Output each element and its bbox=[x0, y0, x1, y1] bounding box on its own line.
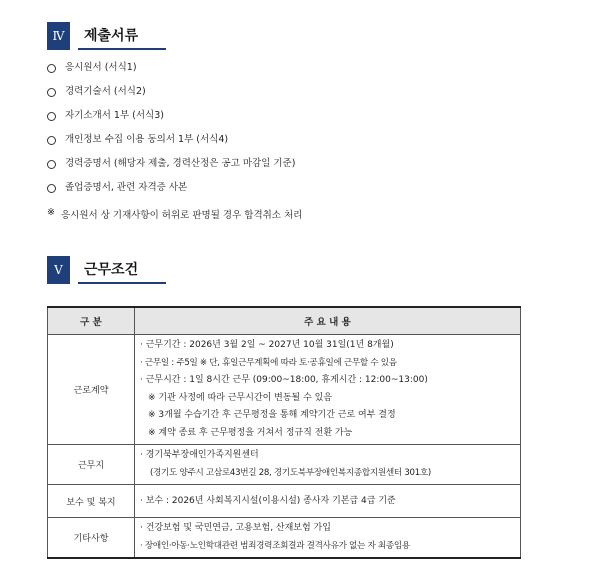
column-header-category: 구 분 bbox=[48, 307, 135, 335]
document-list bbox=[47, 61, 295, 205]
list-item: 경력증명서 (해당자 제출, 경력산정은 공고 마감일 기준) bbox=[47, 157, 295, 181]
row-category: 근로계약 bbox=[48, 335, 135, 445]
section-number-badge: Ⅴ bbox=[47, 256, 70, 284]
working-conditions-table bbox=[47, 306, 521, 559]
circle-bullet-icon bbox=[47, 112, 56, 121]
section-title: 제출서류 bbox=[78, 22, 166, 50]
table-row bbox=[48, 445, 521, 485]
detail-line: · 근무일 : 주5일 ※ 단, 휴일근무계획에 따라 토·공휴일에 근무할 수 있음 bbox=[140, 357, 397, 368]
detail-note-line: ※ 기관 사정에 따라 근무시간이 변동될 수 있음 bbox=[148, 392, 333, 403]
detail-line: · 보수 : 2026년 사회복지시설(이용시설) 종사자 기본급 4급 기준 bbox=[140, 496, 396, 506]
row-details bbox=[135, 518, 521, 559]
disqualification-note bbox=[47, 207, 302, 221]
list-item: 개인정보 수집 이용 동의서 1부 (서식4) bbox=[47, 133, 295, 157]
section-title: 근무조건 bbox=[78, 256, 166, 284]
reference-mark: ※ bbox=[47, 207, 55, 218]
detail-line: (경기도 양주시 고삼로43번길 28, 경기도북부장애인복지종합지원센터 301호) bbox=[150, 467, 431, 478]
detail-line: · 장애인·아동·노인학대관련 범죄경력조회결과 결격사유가 없는 자 최종임용 bbox=[140, 540, 410, 551]
detail-note-line: ※ 계약 종료 후 근무평정을 거쳐서 정규직 전환 가능 bbox=[148, 427, 353, 438]
table-row bbox=[48, 518, 521, 559]
circle-bullet-icon bbox=[47, 184, 56, 193]
circle-bullet-icon bbox=[47, 64, 56, 73]
row-details bbox=[135, 335, 521, 445]
circle-bullet-icon bbox=[47, 160, 56, 169]
list-item: 자기소개서 1부 (서식3) bbox=[47, 109, 295, 133]
detail-note-line: ※ 3개월 수습기간 후 근무평정을 통해 계약기간 근로 여부 결정 bbox=[148, 410, 396, 420]
row-category: 근무지 bbox=[48, 445, 135, 485]
detail-line: · 근무시간 : 1일 8시간 근무 (09:00~18:00, 휴게시간 : 12:00~13:00) bbox=[140, 375, 428, 385]
table-row bbox=[48, 335, 521, 445]
section-heading-submission-documents bbox=[47, 22, 166, 50]
column-header-details: 주 요 내 용 bbox=[135, 307, 521, 335]
section-heading-working-conditions bbox=[47, 256, 166, 284]
detail-line: · 건강보험 및 국민연금, 고용보험, 산재보험 가입 bbox=[140, 523, 331, 533]
table-row bbox=[48, 485, 521, 518]
list-item: 응시원서 (서식1) bbox=[47, 61, 295, 85]
row-category: 보수 및 복지 bbox=[48, 485, 135, 518]
detail-line: · 경기북부장애인가족지원센터 bbox=[140, 450, 259, 460]
circle-bullet-icon bbox=[47, 88, 56, 97]
circle-bullet-icon bbox=[47, 136, 56, 145]
detail-line: · 근무기간 : 2026년 3월 2일 ~ 2027년 10월 31일(1년 8개월) bbox=[140, 340, 394, 350]
section-number-badge: Ⅳ bbox=[47, 22, 70, 50]
list-item: 경력기술서 (서식2) bbox=[47, 85, 295, 109]
row-category: 기타사항 bbox=[48, 518, 135, 559]
row-details bbox=[135, 485, 521, 518]
row-details bbox=[135, 445, 521, 485]
list-item: 졸업증명서, 관련 자격증 사본 bbox=[47, 181, 295, 205]
table-header-row bbox=[48, 307, 521, 335]
note-text: 응시원서 상 기재사항이 허위로 판명될 경우 합격취소 처리 bbox=[60, 210, 303, 221]
